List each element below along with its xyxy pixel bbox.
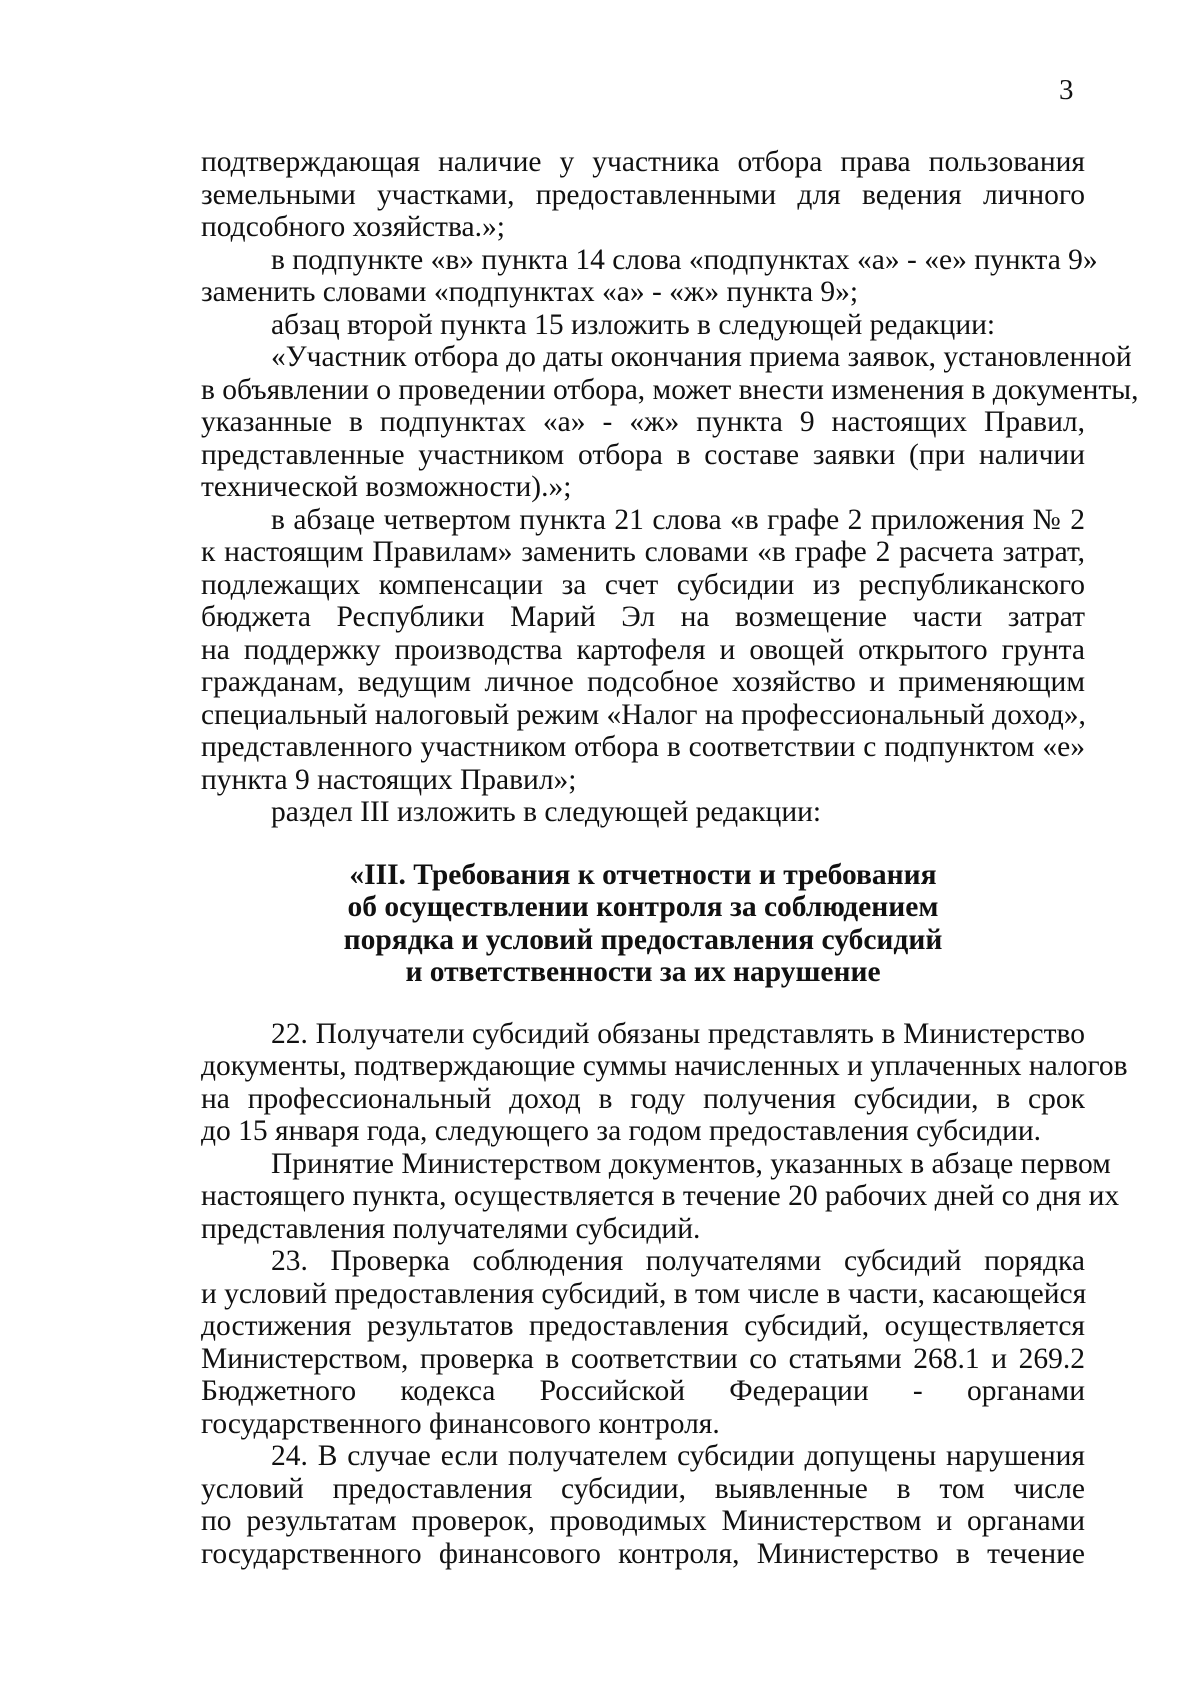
text-line: и условий предоставления субсидий, в том числе в части, касающейся <box>201 1277 1087 1310</box>
text-line: документы, подтверждающие суммы начисленных и уплаченных налогов <box>201 1050 1128 1082</box>
heading-line: об осуществлении контроля за соблюдением <box>347 891 939 923</box>
text-line: подтверждающая наличие у участника отбора права пользования <box>201 146 1085 178</box>
text-line: подсобного хозяйства.»; <box>201 211 505 243</box>
text-line: Министерством, проверка в соответствии со статьями 268.1 и 269.2 <box>201 1342 1085 1375</box>
heading-line: «III. Требования к отчетности и требования <box>349 858 937 891</box>
text-line: достижения результатов предоставления субсидий, осуществляется <box>201 1310 1085 1342</box>
text-line: государственного финансового контроля, Министерство в течение <box>201 1537 1085 1570</box>
text-line: государственного финансового контроля. <box>201 1407 720 1440</box>
text-line: гражданам, ведущим личное подсобное хозяйство и применяющим <box>201 666 1085 698</box>
heading-line: порядка и условий предоставления субсидий <box>343 923 943 956</box>
text-line: 22. Получатели субсидий обязаны представлять в Министерство <box>271 1017 1085 1050</box>
text-line: указанные в подпунктах «а» - «ж» пункта 9 настоящих Правил, <box>201 406 1085 438</box>
text-line: по результатам проверок, проводимых Министерством и органами <box>201 1505 1085 1537</box>
text-line: специальный налоговый режим «Налог на профессиональный доход», <box>201 698 1086 731</box>
text-line: на профессиональный доход в году получения субсидии, в срок <box>201 1082 1085 1115</box>
text-line: подлежащих компенсации за счет субсидии из республиканского <box>201 568 1085 601</box>
text-line: в объявлении о проведении отбора, может внести изменения в документы, <box>201 373 1139 406</box>
document-body <box>201 146 1139 1570</box>
text-line: в абзаце четвертом пункта 21 слова «в графе 2 приложения № 2 <box>271 503 1085 536</box>
text-line: земельными участками, предоставленными для ведения личного <box>201 178 1085 211</box>
text-after-heading <box>201 1017 1128 1571</box>
text-line: представленные участником отбора в составе заявки (при наличии <box>201 438 1085 471</box>
text-line: на поддержку производства картофеля и овощей открытого грунта <box>201 633 1085 666</box>
page-number: 3 <box>1059 74 1074 106</box>
section-heading <box>201 859 1085 989</box>
text-line: к настоящим Правилам» заменить словами «в графе 2 расчета затрат, <box>201 536 1085 568</box>
text-line: «Участник отбора до даты окончания приема заявок, установленной <box>271 341 1132 373</box>
text-line: представленного участником отбора в соответствии с подпунктом «е» <box>201 731 1085 763</box>
text-line: условий предоставления субсидии, выявленные в том числе <box>201 1472 1085 1505</box>
text-line: пункта 9 настоящих Правил»; <box>201 763 577 796</box>
text-line: Бюджетного кодекса Российской Федерации - органами <box>201 1375 1085 1407</box>
text-line: в подпункте «в» пункта 14 слова «подпунктах «а» - «е» пункта 9» <box>271 243 1098 276</box>
text-line: абзац второй пункта 15 изложить в следующей редакции: <box>271 308 996 341</box>
text-line: заменить словами «подпунктах «а» - «ж» пункта 9»; <box>201 276 859 308</box>
text-line: Принятие Министерством документов, указанных в абзаце первом <box>271 1147 1111 1180</box>
heading-line: и ответственности за их нарушение <box>405 956 881 988</box>
text-line: представления получателями субсидий. <box>201 1212 701 1245</box>
text-before-heading <box>201 146 1139 829</box>
text-line: 23. Проверка соблюдения получателями субсидий порядка <box>271 1245 1085 1277</box>
text-line: раздел III изложить в следующей редакции: <box>271 796 822 828</box>
text-line: технической возможности).»; <box>201 471 572 503</box>
text-line: до 15 января года, следующего за годом предоставления субсидии. <box>201 1115 1042 1147</box>
text-line: 24. В случае если получателем субсидии допущены нарушения <box>271 1440 1085 1472</box>
text-line: настоящего пункта, осуществляется в течение 20 рабочих дней со дня их <box>201 1180 1120 1212</box>
text-line: бюджета Республики Марий Эл на возмещение части затрат <box>201 601 1085 633</box>
